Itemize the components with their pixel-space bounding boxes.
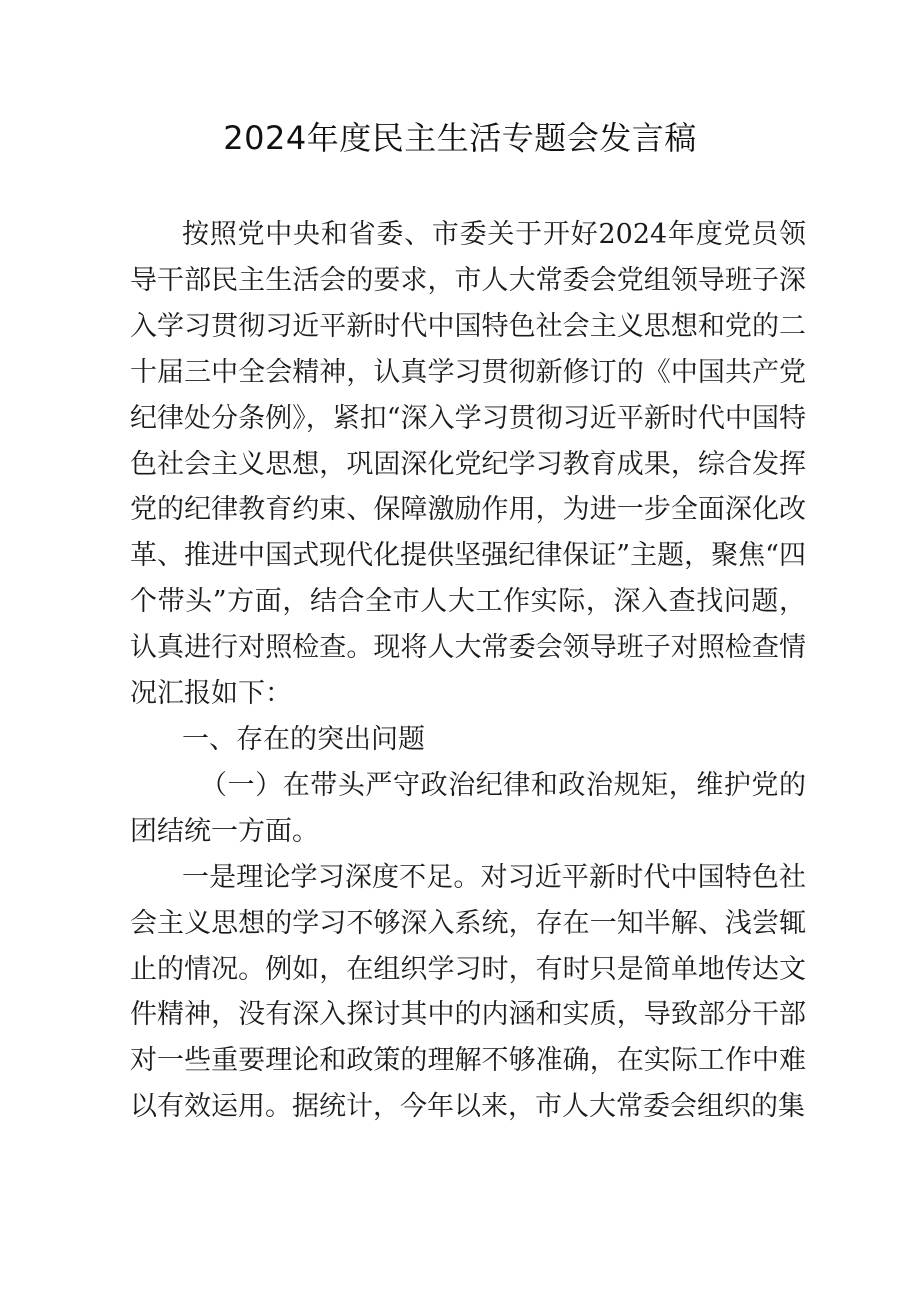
section-heading: 一、存在的突出问题 (182, 723, 425, 755)
document-title: 2024年度民主生活专题会发言稿 (223, 119, 697, 157)
body-paragraph: 一是理论学习深度不足。对习近平新时代中国特色社会主义思想的学习不够深入系统，存在一知半解、浅尝辄止的情况。例如，在组织学习时，有时只是简单地传达文件精神，没有深入探讨其中的内涵和实质，导致部分干部对一些重要理论和政策的理解不够准确，在实际工作中难以有效运用。据统计，今年以来，市人大常委会组织的集 (130, 861, 806, 1123)
subsection-heading: （一）在带头严守政治纪律和政治规矩，维护党的团结统一方面。 (130, 769, 806, 847)
intro-paragraph: 按照党中央和省委、市委关于开好2024年度党员领导干部民主生活会的要求，市人大常委会党组领导班子深入学习贯彻习近平新时代中国特色社会主义思想和党的二十届三中全会精神，认真学习贯彻新修订的《中国共产党纪律处分条例》，紧扣“深入学习贯彻习近平新时代中国特色社会主义思想，巩固深化党纪学习教育成果，综合发挥党的纪律教育约束、保障激励作用，为进一步全面深化改革、推进中国式现代化提供坚强纪律保证”主题，聚焦“四个带头”方面，结合全市人大工作实际，深入查找问题，认真进行对照检查。现将人大常委会领导班子对照检查情况汇报如下： (130, 219, 806, 710)
document-body (130, 212, 806, 1130)
